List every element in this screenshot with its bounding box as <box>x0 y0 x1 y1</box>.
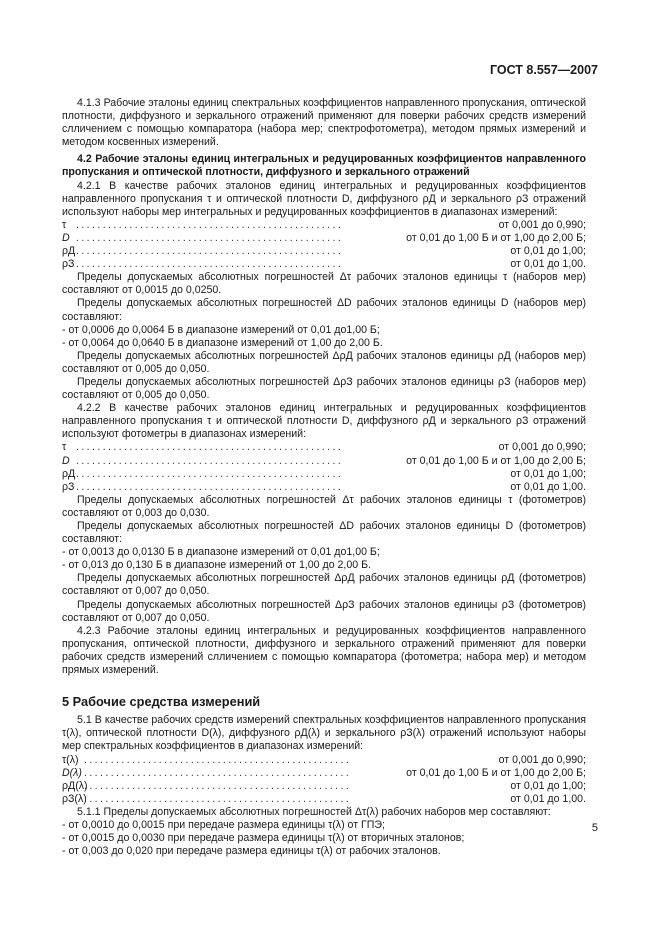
range-row: D .................................................. от 0,01 до 1,00 Б и от 1,00 до 2,00 Б; <box>62 454 586 467</box>
ranges-5-1 <box>62 754 586 806</box>
range-row: τ(λ) .................................................. от 0,001 до 0,990; <box>62 753 586 766</box>
paragraph-4-2-2-rd: Пределы допускаемых абсолютных погрешностей ΔρД рабочих эталонов единицы ρД (фотометров) составляют от 0,007 до 0,050. <box>62 572 586 598</box>
range-row: τ .................................................. от 0,001 до 0,990; <box>62 218 586 231</box>
paragraph-4-2-2-tau: Пределы допускаемых абсолютных погрешностей Δτ рабочих эталонов единицы τ (фотометров) составляют от 0,003 до 0,030. <box>62 493 586 519</box>
ranges-4-2-1 <box>62 219 586 271</box>
range-row: D .................................................. от 0,01 до 1,00 Б и от 1,00 до 2,00 Б; <box>62 231 586 244</box>
range-row: ρЗ .................................................. от 0,01 до 1,00. <box>62 258 586 271</box>
list-item: - от 0,013 до 0,130 Б в диапазоне измерений от 1,00 до 2,00 Б. <box>62 559 371 572</box>
paragraph-4-2-1-tau: Пределы допускаемых абсолютных погрешностей Δτ рабочих эталонов единицы τ (наборов мер) составляют от 0,0015 до 0,0250. <box>62 271 586 297</box>
paragraph-4-2-1-d: Пределы допускаемых абсолютных погрешностей ΔD рабочих эталонов единицы D (наборов мер) составляют: <box>62 297 586 323</box>
document-header: ГОСТ 8.557—2007 <box>489 63 598 77</box>
list-item: - от 0,003 до 0,020 при передаче размера единицы τ(λ) от рабочих эталонов. <box>62 845 441 858</box>
list-item: - от 0,0010 до 0,0015 при передаче размера единицы τ(λ) от ГПЭ; <box>62 818 385 831</box>
paragraph-5-1-1: 5.1.1 Пределы допускаемых абсолютных погрешностей Δτ(λ) рабочих наборов мер составляют: <box>77 805 551 818</box>
section-5-heading: 5 Рабочие средства измерений <box>62 694 261 710</box>
range-row: ρЗ(λ) .................................................. от 0,01 до 1,00. <box>62 792 586 805</box>
list-item: - от 0,0013 до 0,0130 Б в диапазоне измерений от 0,01 до1,00 Б; <box>62 546 380 559</box>
list-item: - от 0,0015 до 0,0030 при передаче размера единицы τ(λ) от вторичных эталонов; <box>62 832 465 845</box>
range-row: ρД(λ) .................................................. от 0,01 до 1,00; <box>62 779 586 792</box>
paragraph-4-2-2-d: Пределы допускаемых абсолютных погрешностей ΔD рабочих эталонов единицы D (фотометров) составляют: <box>62 520 586 546</box>
paragraph-4-2-1: 4.2.1 В качестве рабочих эталонов единиц интегральных и редуцированных коэффициентов направленного пропускания τ и оптической плотности D, диффузного ρД и зеркального ρЗ отражений используют наборы мер интегральных и редуцированных коэффициентов в диапазонах измерений: <box>62 179 586 218</box>
paragraph-4-2-2: 4.2.2 В качестве рабочих эталонов единиц интегральных и редуцированных коэффициентов направленного пропускания τ и оптической плотности D, диффузного ρД и зеркального ρЗ отражений используют фотометры в диапазонах измерений: <box>62 402 586 441</box>
page-body <box>62 97 586 858</box>
paragraph-5-1: 5.1 В качестве рабочих средств измерений спектральных коэффициентов направленного пропускания τ(λ), оптической плотности D(λ), диффузного ρД(λ) и зеркального ρЗ(λ) отражений используют наборы мер спектральных коэффициентов в диапазонах измерений: <box>62 714 586 753</box>
range-row: ρД .................................................. от 0,01 до 1,00; <box>62 245 586 258</box>
paragraph-4-1-3: 4.1.3 Рабочие эталоны единиц спектральных коэффициентов направленного пропускания, оптической плотности, диффузного и зеркального отражений применяют для поверки рабочих средств измерений слличением с помощью компаратора (набора мер; спектрофотометра), методом прямых измерений и методом косвенных измерений. <box>62 97 586 149</box>
paragraph-4-2-2-rz: Пределы допускаемых абсолютных погрешностей ΔρЗ рабочих эталонов единицы ρЗ (фотометров) составляют от 0,007 до 0,050. <box>62 598 586 624</box>
range-row: τ .................................................. от 0,001 до 0,990; <box>62 441 586 454</box>
ranges-4-2-2 <box>62 441 586 493</box>
paragraph-4-2-1-rd: Пределы допускаемых абсолютных погрешностей ΔρД рабочих эталонов единицы ρД (наборов мер) составляют от 0,005 до 0,050. <box>62 349 586 375</box>
range-row: D(λ) .................................................. от 0,01 до 1,00 Б и от 1,00 до 2,00 Б; <box>62 766 586 779</box>
paragraph-4-2-1-rz: Пределы допускаемых абсолютных погрешностей ΔρЗ рабочих эталонов единицы ρЗ (наборов мер) составляют от 0,005 до 0,050. <box>62 375 586 402</box>
range-row: ρД .................................................. от 0,01 до 1,00; <box>62 467 586 480</box>
list-item: - от 0,0064 до 0,0640 Б в диапазоне измерений от 1,00 до 2,00 Б. <box>62 336 383 349</box>
paragraph-4-2-3: 4.2.3 Рабочие эталоны единиц интегральных и редуцированных коэффициентов направленного пропускания, оптической плотности, диффузного и зеркального отражений применяют для поверки рабочих средств измерений слличением с помощью компаратора (фотометра; набора мер) и методом прямых измерений. <box>62 624 586 677</box>
heading-4-2: 4.2 Рабочие эталоны единиц интегральных и редуцированных коэффициентов направленного пропускания и оптической плотности, диффузного и зеркального отражений <box>62 153 586 179</box>
list-item: - от 0,0006 до 0,0064 Б в диапазоне измерений от 0,01 до1,00 Б; <box>62 323 380 336</box>
page-number: 5 <box>591 822 598 834</box>
range-row: ρЗ .................................................. от 0,01 до 1,00. <box>62 480 586 493</box>
